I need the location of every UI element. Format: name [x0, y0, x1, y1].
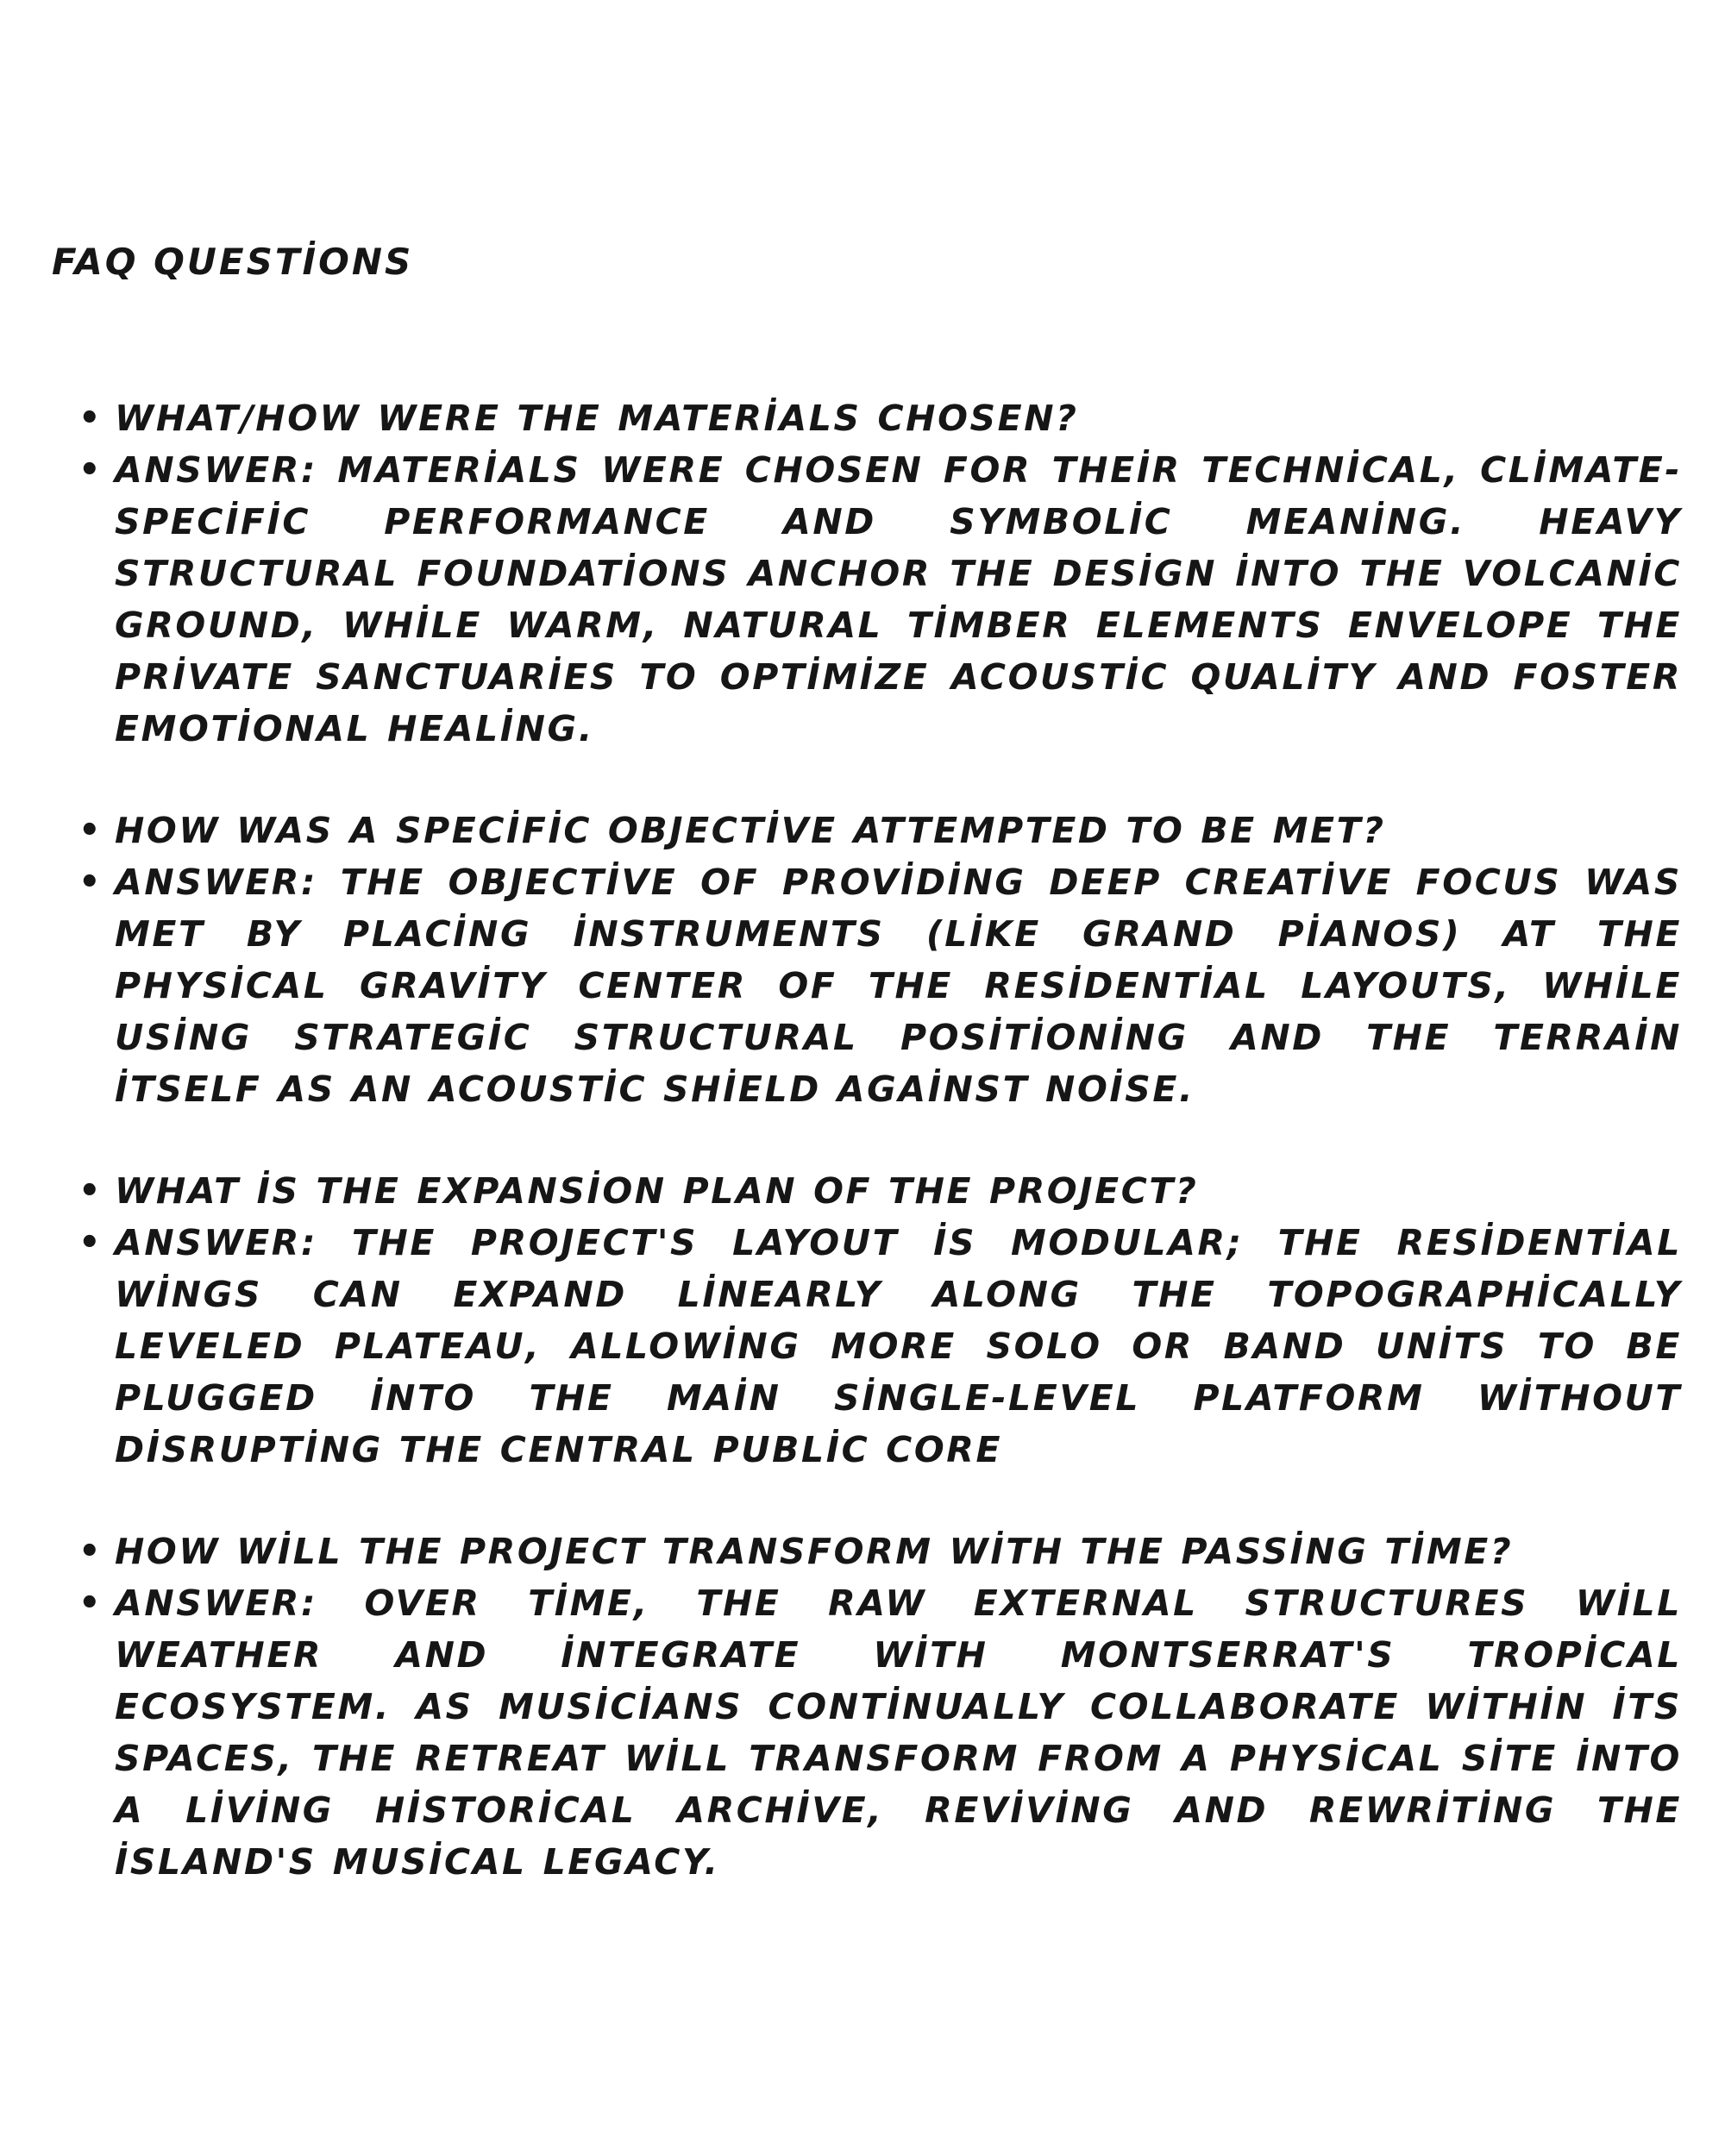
faq-group-materials: [0, 392, 1725, 755]
faq-group-objective: [0, 805, 1725, 1115]
bullet-icon: •: [78, 1583, 104, 1623]
faq-question-text: WHAT İS THE EXPANSİON PLAN OF THE PROJECT?: [115, 1170, 1199, 1212]
faq-question-text: HOW WAS A SPECİFİC OBJECTİVE ATTEMPTED TO BE MET?: [115, 810, 1386, 851]
faq-group-transformation: [0, 1526, 1725, 1888]
faq-question-text: HOW WİLL THE PROJECT TRANSFORM WİTH THE PASSİNG TİME?: [115, 1531, 1514, 1572]
bullet-icon: •: [78, 1532, 104, 1571]
faq-list: [0, 392, 1725, 1938]
faq-answer: [78, 444, 1682, 755]
bullet-icon: •: [78, 450, 104, 490]
faq-question-text: WHAT/HOW WERE THE MATERİALS CHOSEN?: [115, 398, 1079, 439]
page-title: FAQ QUESTİONS: [52, 241, 414, 283]
faq-answer-text: ANSWER: MATERİALS WERE CHOSEN FOR THEİR TECHNİCAL, CLİMATE-SPECİFİC PERFORMANCE AND SYMBOLİC MEANİNG. HEAVY STRUCTURAL FOUNDATİONS ANCHOR THE DESİGN İNTO THE VOLCANİC GROUND, WHİLE WARM, NATURAL TİMBER ELEMENTS ENVELOPE THE PRİVATE SANCTUARİES TO OPTİMİZE ACOUSTİC QUALİTY AND FOSTER EMOTİONAL HEALİNG.: [115, 449, 1682, 749]
bullet-icon: •: [78, 1223, 104, 1263]
bullet-icon: •: [78, 398, 104, 438]
faq-question: [78, 1165, 1682, 1217]
faq-question: [78, 1526, 1682, 1577]
faq-question: [78, 805, 1682, 856]
faq-answer: [78, 1577, 1682, 1888]
faq-answer-text: ANSWER: THE PROJECT'S LAYOUT İS MODULAR; THE RESİDENTİAL WİNGS CAN EXPAND LİNEARLY ALONG THE TOPOGRAPHİCALLY LEVELED PLATEAU, ALLOWİNG MORE SOLO OR BAND UNİTS TO BE PLUGGED İNTO THE MAİN SİNGLE-LEVEL PLATFORM WİTHOUT DİSRUPTİNG THE CENTRAL PUBLİC CORE: [115, 1222, 1682, 1470]
bullet-icon: •: [78, 811, 104, 850]
bullet-icon: •: [78, 1171, 104, 1211]
faq-group-expansion: [0, 1165, 1725, 1476]
bullet-icon: •: [78, 862, 104, 902]
faq-answer: [78, 856, 1682, 1115]
faq-question: [78, 392, 1682, 444]
faq-answer-text: ANSWER: THE OBJECTİVE OF PROVİDİNG DEEP CREATİVE FOCUS WAS MET BY PLACİNG İNSTRUMENTS (LİKE GRAND PİANOS) AT THE PHYSİCAL GRAVİTY CENTER OF THE RESİDENTİAL LAYOUTS, WHİLE USİNG STRATEGİC STRUCTURAL POSİTİONİNG AND THE TERRAİN İTSELF AS AN ACOUSTİC SHİELD AGAİNST NOİSE.: [115, 862, 1682, 1110]
faq-answer-text: ANSWER: OVER TİME, THE RAW EXTERNAL STRUCTURES WİLL WEATHER AND İNTEGRATE WİTH MONTSERRAT'S TROPİCAL ECOSYSTEM. AS MUSİCİANS CONTİNUALLY COLLABORATE WİTHİN İTS SPACES, THE RETREAT WİLL TRANSFORM FROM A PHYSİCAL SİTE İNTO A LİVİNG HİSTORİCAL ARCHİVE, REVİVİNG AND REWRİTİNG THE İSLAND'S MUSİCAL LEGACY.: [115, 1583, 1682, 1883]
faq-answer: [78, 1217, 1682, 1476]
